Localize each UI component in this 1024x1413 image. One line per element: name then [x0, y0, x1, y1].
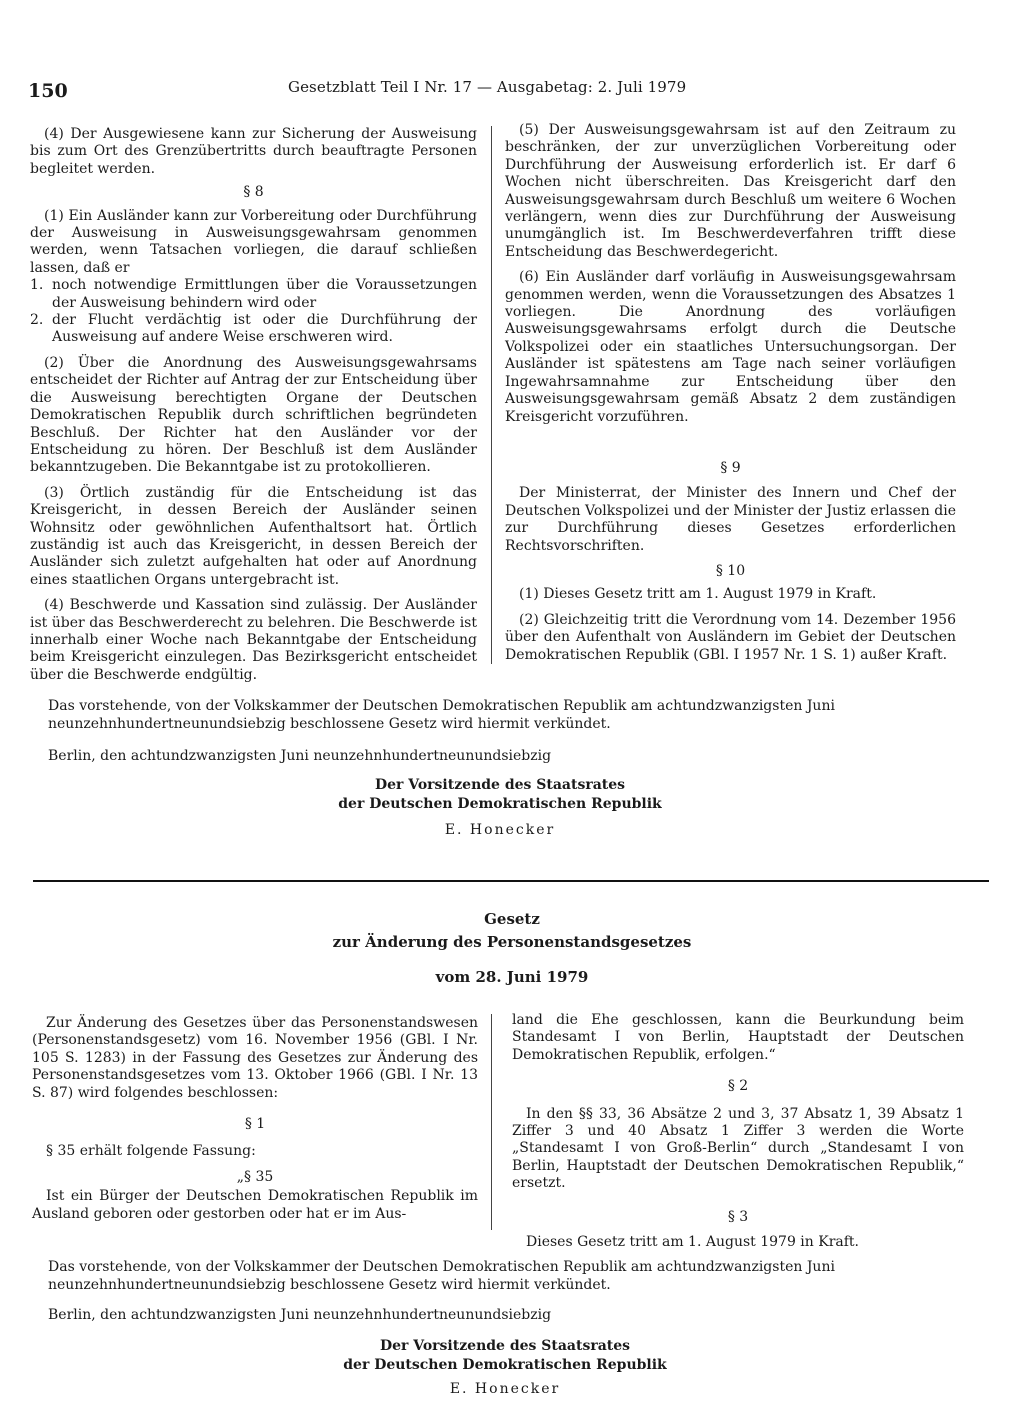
part2-right-column	[512, 1012, 964, 1251]
promulgation-text: Das vorstehende, von der Volkskammer der Deutschen Demokratischen Republik am achtundzwanzigsten Juni neunzehnhundertneunundsiebzig beschlossene Gesetz wird hiermit verkündet.	[48, 1259, 835, 1293]
promulgation-text: Das vorstehende, von der Volkskammer der Deutschen Demokratischen Republik am achtundzwanzigsten Juni neunzehnhundertneunundsiebzig beschlossene Gesetz wird hiermit verkündet.	[48, 698, 835, 732]
section-heading-1: § 1	[244, 1116, 266, 1133]
section-heading-2: § 2	[727, 1078, 749, 1095]
section-heading-10: § 10	[715, 562, 746, 579]
list-item	[30, 277, 477, 312]
paragraph-3: Dieses Gesetz tritt am 1. August 1979 in Kraft.	[526, 1234, 860, 1251]
paragraph-8-5: (5) Der Ausweisungsgewahrsam ist auf den Zeitraum zu beschränken, der zur unverzüglichen Vorbereitung oder Durchführung der Ausweisung erforderlich ist. Er darf 6 Wochen nicht überschreiten. Das Kreisgericht darf den Ausweisungsgewahrsam durch Beschluß um weitere 6 Wochen verlängern, wenn dies zur Durchführung der Ausweisung unumgänglich ist. Im Beschwerdeverfahren trifft diese Entscheidung das Beschwerdegericht.	[505, 122, 956, 260]
section-divider	[33, 880, 989, 882]
part2-left-column	[32, 1015, 478, 1223]
paragraph-9: Der Ministerrat, der Minister des Innern und Chef der Deutschen Volkspolizei und der Minister der Justiz erlassen die zur Durchführung dieses Gesetzes erforderlichen Rechtsvorschriften.	[505, 485, 956, 554]
part1-left-column	[30, 126, 477, 684]
section-heading-3: § 3	[727, 1208, 749, 1225]
paragraph-7-4: (4) Der Ausgewiesene kann zur Sicherung der Ausweisung bis zum Ort des Grenzübertritts durch beauftragte Personen begleitet werden.	[30, 126, 477, 177]
section-heading-8: § 8	[243, 184, 264, 201]
place-and-date: Berlin, den achtundzwanzigsten Juni neunzehnhundertneunundsiebzig	[48, 1307, 552, 1323]
list-item-text: noch notwendige Ermittlungen über die Voraussetzungen der Ausweisung behindern wird oder	[52, 277, 477, 311]
part2-closing	[48, 1258, 966, 1324]
section-heading-35: „§ 35	[236, 1168, 274, 1185]
signature-name: E. Honecker	[444, 822, 556, 838]
signature-role-line-2: der Deutschen Demokratischen Republik	[343, 1357, 667, 1373]
signature-name: E. Honecker	[449, 1381, 561, 1397]
paragraph-8-6: (6) Ein Ausländer darf vorläufig in Ausweisungsgewahrsam genommen werden, wenn die Voraussetzungen des Absatzes 1 vorliegen. Die Anordnung des vorläufigen Ausweisungsgewahrsams erfolgt durch die Deutsche Volkspolizei oder ein staatliches Untersuchungsorgan. Der Ausländer ist spätestens am Tage nach seiner vorläufigen Ingewahrsamnahme zur Entscheidung über den Ausweisungsgewahrsam gemäß Absatz 2 dem zuständigen Kreisgericht vorzuführen.	[505, 269, 956, 425]
paragraph-2: In den §§ 33, 36 Absätze 2 und 3, 37 Absatz 1, 39 Absatz 1 Ziffer 3 und 40 Absatz 1 Ziffer 3 werden die Worte „Standesamt I von Groß-Berlin“ durch „Standesamt I von Berlin, Hauptstadt der Deutschen Demokratischen Republik,“ ersetzt.	[512, 1105, 964, 1192]
paragraph-8-3: (3) Örtlich zuständig für die Entscheidung ist das Kreisgericht, in dessen Bereich der Ausländer seinen Wohnsitz oder gewöhnlichen Aufenthaltsort hat. Örtlich zuständig ist auch das Kreisgericht, in dessen Bereich der Ausländer sich zuletzt aufgehalten hat oder auf Anordnung eines staatlichen Organs untergebracht ist.	[30, 484, 477, 588]
paragraph-8-4: (4) Beschwerde und Kassation sind zulässig. Der Ausländer ist über das Beschwerderecht zu belehren. Die Beschwerde ist innerhalb einer Woche nach Bekanntgabe der Entscheidung beim Kreisgericht einzulegen. Das Bezirksgericht entscheidet über die Beschwerde endgültig.	[30, 597, 477, 683]
column-divider	[491, 126, 492, 664]
signature-role-line-1: Der Vorsitzende des Staatsrates	[379, 1338, 631, 1354]
part1-closing	[48, 697, 966, 765]
paragraph-8-2: (2) Über die Anordnung des Ausweisungsgewahrsams entscheidet der Richter auf Antrag der zur Entscheidung über die Ausweisung berechtigten Organe der Deutschen Demokratischen Republik durch schriftlichen begründeten Beschluß. Der Richter hat den Ausländer vor der Entscheidung zu hören. Der Beschluß ist dem Ausländer bekanntzugeben. Die Bekanntgabe ist zu protokollieren.	[30, 354, 477, 476]
intro-paragraph: Zur Änderung des Gesetzes über das Personenstandswesen (Personenstandsgesetz) vom 16. November 1956 (GBl. I Nr. 105 S. 1283) in der Fassung des Gesetzes zur Änderung des Personenstandsgesetzes vom 13. Oktober 1966 (GBl. I Nr. 13 S. 87) wird folgendes beschlossen:	[32, 1015, 478, 1101]
paragraph-35: Ist ein Bürger der Deutschen Demokratischen Republik im Ausland geboren oder gestorben oder hat er im Aus-	[32, 1188, 478, 1222]
page-number: 150	[28, 80, 68, 102]
paragraph-8-1: (1) Ein Ausländer kann zur Vorbereitung oder Durchführung der Ausweisung in Ausweisungsgewahrsam genommen werden, wenn Tatsachen vorliegen, die darauf schließen lassen, daß er	[30, 207, 477, 276]
list-item-text: der Flucht verdächtig ist oder die Durchführung der Ausweisung auf andere Weise erschweren wird.	[52, 312, 477, 346]
place-and-date: Berlin, den achtundzwanzigsten Juni neunzehnhundertneunundsiebzig	[48, 748, 552, 764]
paragraph-35-continued: land die Ehe geschlossen, kann die Beurkundung beim Standesamt I von Berlin, Hauptstadt der Deutschen Demokratischen Republik, erfolgen.“	[512, 1012, 964, 1063]
paragraph-1: § 35 erhält folgende Fassung:	[46, 1143, 256, 1160]
list-item	[30, 312, 477, 347]
list-item-number: 2.	[30, 312, 44, 329]
column-divider	[491, 1014, 492, 1230]
gazette-header: Gesetzblatt Teil I Nr. 17 — Ausgabetag: 2. Juli 1979	[288, 78, 687, 96]
section-heading-9: § 9	[720, 459, 741, 476]
law-title-1: Gesetz	[484, 910, 540, 928]
paragraph-10-2: (2) Gleichzeitig tritt die Verordnung vom 14. Dezember 1956 über den Aufenthalt von Ausländern im Gebiet der Deutschen Demokratischen Republik (GBl. I 1957 Nr. 1 S. 1) außer Kraft.	[505, 611, 956, 663]
part1-right-column	[505, 122, 956, 664]
signature-role-line-2: der Deutschen Demokratischen Republik	[338, 796, 662, 812]
part2-signature-block	[305, 1337, 705, 1397]
paragraph-10-1: (1) Dieses Gesetz tritt am 1. August 1979 in Kraft.	[519, 586, 877, 603]
law-title-2: zur Änderung des Personenstandsgesetzes	[332, 933, 692, 951]
signature-role-line-1: Der Vorsitzende des Staatsrates	[374, 777, 626, 793]
law-date: vom 28. Juni 1979	[435, 968, 589, 986]
part1-signature-block	[300, 776, 700, 838]
list-item-number: 1.	[30, 277, 44, 294]
